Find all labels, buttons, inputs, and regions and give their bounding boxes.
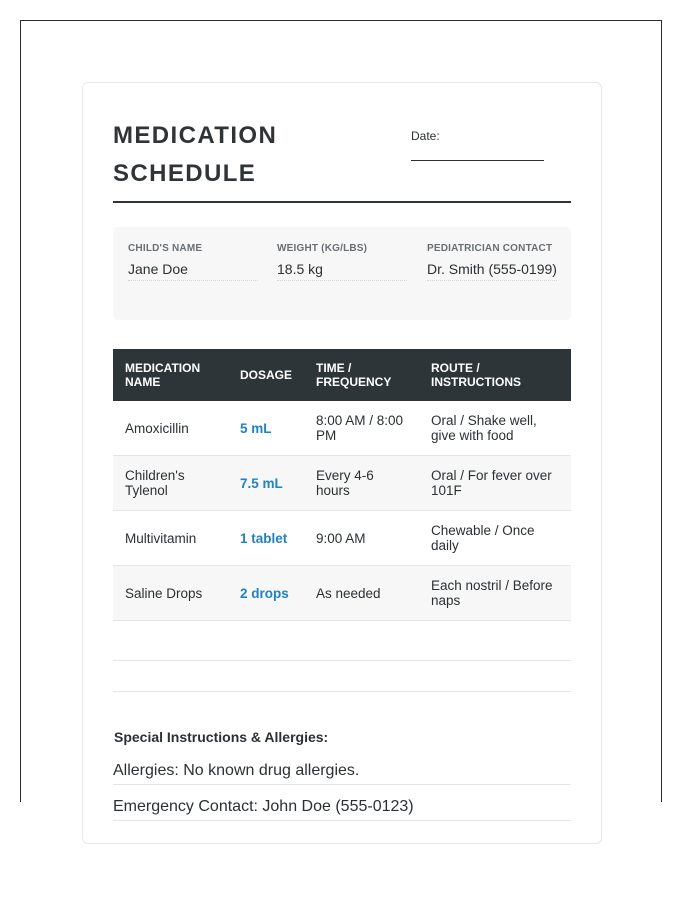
dosage-cell: 2 drops bbox=[228, 566, 304, 621]
weight-field bbox=[277, 243, 407, 281]
special-instructions-heading: Special Instructions & Allergies: bbox=[114, 729, 329, 745]
table-row bbox=[113, 511, 571, 566]
table-row bbox=[113, 401, 571, 456]
column-header-route: ROUTE / INSTRUCTIONS bbox=[419, 349, 571, 401]
table-row bbox=[113, 566, 571, 621]
dosage-cell: 7.5 mL bbox=[228, 456, 304, 511]
route-cell: Each nostril / Before naps bbox=[419, 566, 571, 621]
page-title bbox=[113, 117, 373, 193]
table-header-row bbox=[113, 349, 571, 401]
schedule-header bbox=[113, 113, 571, 203]
patient-info-panel bbox=[113, 227, 571, 320]
medication-name-cell: Multivitamin bbox=[113, 511, 228, 566]
column-header-dosage: DOSAGE bbox=[228, 349, 304, 401]
date-label: Date: bbox=[411, 129, 440, 143]
allergies-note[interactable]: Allergies: No known drug allergies. bbox=[113, 760, 571, 785]
blank-row-cell[interactable] bbox=[113, 661, 571, 692]
route-cell: Oral / For fever over 101F bbox=[419, 456, 571, 511]
title-line-2: SCHEDULE bbox=[113, 160, 257, 187]
page-frame bbox=[20, 20, 662, 815]
route-cell: Oral / Shake well, give with food bbox=[419, 401, 571, 456]
child-name-value[interactable]: Jane Doe bbox=[128, 258, 258, 281]
time-cell: 8:00 AM / 8:00 PM bbox=[304, 401, 419, 456]
weight-value[interactable]: 18.5 kg bbox=[277, 258, 407, 281]
date-field-line[interactable] bbox=[411, 160, 544, 161]
pediatrician-label: PEDIATRICIAN CONTACT bbox=[427, 243, 553, 254]
blank-table-row[interactable] bbox=[113, 621, 571, 661]
blank-row-cell[interactable] bbox=[113, 621, 571, 661]
column-header-time: TIME / FREQUENCY bbox=[304, 349, 419, 401]
medication-name-cell: Amoxicillin bbox=[113, 401, 228, 456]
child-name-label: CHILD'S NAME bbox=[128, 243, 203, 254]
medication-schedule-card bbox=[82, 82, 602, 844]
pediatrician-value[interactable]: Dr. Smith (555-0199) bbox=[427, 258, 557, 281]
time-cell: 9:00 AM bbox=[304, 511, 419, 566]
dosage-cell: 1 tablet bbox=[228, 511, 304, 566]
child-name-field bbox=[128, 243, 258, 281]
medication-table bbox=[113, 349, 571, 692]
medication-name-cell: Saline Drops bbox=[113, 566, 228, 621]
time-cell: As needed bbox=[304, 566, 419, 621]
weight-label: WEIGHT (KG/LBS) bbox=[277, 243, 368, 254]
table-row bbox=[113, 456, 571, 511]
medication-name-cell: Children's Tylenol bbox=[113, 456, 228, 511]
route-cell: Chewable / Once daily bbox=[419, 511, 571, 566]
pediatrician-field bbox=[427, 243, 557, 281]
column-header-medication: MEDICATION NAME bbox=[113, 349, 228, 401]
time-cell: Every 4-6 hours bbox=[304, 456, 419, 511]
emergency-contact-note[interactable]: Emergency Contact: John Doe (555-0123) bbox=[113, 796, 571, 821]
title-line-1: MEDICATION bbox=[113, 122, 278, 149]
medication-table-wrap bbox=[113, 349, 571, 692]
blank-table-row[interactable] bbox=[113, 661, 571, 692]
dosage-cell: 5 mL bbox=[228, 401, 304, 456]
